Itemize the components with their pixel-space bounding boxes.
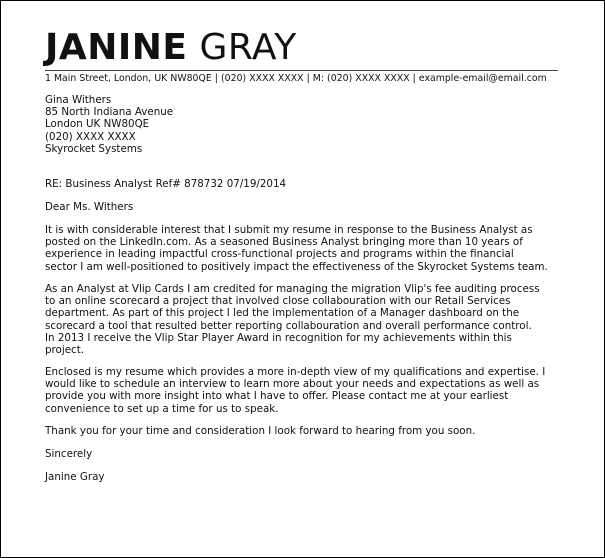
paragraph-experience bbox=[45, 283, 567, 356]
applicant-last-name: GRAY bbox=[199, 27, 297, 68]
salutation: Dear Ms. Withers bbox=[45, 201, 134, 213]
paragraph-intro bbox=[45, 224, 567, 273]
paragraph-line: project. bbox=[45, 344, 85, 357]
recipient-phone: (020) XXXX XXXX bbox=[45, 130, 136, 143]
recipient-name: Gina Withers bbox=[45, 94, 112, 106]
recipient-city: London UK NW80QE bbox=[45, 118, 150, 131]
paragraph-line: It is with considerable interest that I submit my resume in response to the Business Analyst as bbox=[45, 224, 533, 236]
paragraph-line: posted on the LinkedIn.com. As a seasoned Business Analyst bringing more than 10 years of bbox=[45, 236, 523, 249]
subject-line: RE: Business Analyst Ref# 878732 07/19/2014 bbox=[45, 178, 287, 190]
paragraph-line: provide you with more insight into what I have to offer. Please contact me at your earliest bbox=[45, 390, 509, 403]
applicant-name bbox=[45, 28, 297, 68]
contact-line: 1 Main Street, London, UK NW80QE | (020) XXXX XXXX | M: (020) XXXX XXXX | example-email@email.com bbox=[45, 73, 547, 84]
paragraph-line: convenience to set up a time for us to speak. bbox=[45, 402, 279, 415]
paragraph-thanks: Thank you for your time and consideration I look forward to hearing from you soon. bbox=[45, 425, 476, 437]
recipient-street: 85 North Indiana Avenue bbox=[45, 106, 174, 119]
signature: Janine Gray bbox=[45, 471, 105, 483]
header-divider bbox=[45, 70, 558, 71]
paragraph-line: Enclosed is my resume which provides a more in-depth view of my qualifications and expertise. I bbox=[45, 366, 546, 378]
paragraph-line: department. As part of this project I led the implementation of a Manager dashboard on the bbox=[45, 307, 520, 320]
paragraph-line: experience in leading impactful cross-functional projects and programs within the financial bbox=[45, 248, 514, 261]
closing: Sincerely bbox=[45, 448, 93, 460]
recipient-address bbox=[45, 94, 567, 155]
paragraph-enclosure bbox=[45, 366, 567, 415]
paragraph-line: In 2013 I receive the Vlip Star Player Award in recognition for my achievements within this bbox=[45, 331, 512, 344]
recipient-company: Skyrocket Systems bbox=[45, 142, 143, 155]
paragraph-line: would like to schedule an interview to learn more about your needs and expectations as well as bbox=[45, 378, 540, 391]
paragraph-line: scorecard a tool that resulted better reporting collabouration and overall performance control. bbox=[45, 319, 532, 332]
paragraph-line: to an online scorecard a project that involved close collabouration with our Retail Services bbox=[45, 295, 511, 308]
paragraph-line: sector I am well-positioned to positively impact the effectiveness of the Skyrocket Systems team. bbox=[45, 260, 548, 273]
applicant-first-name: JANINE bbox=[45, 27, 188, 68]
paragraph-line: As an Analyst at Vlip Cards I am credited for managing the migration Vlip's fee auditing process bbox=[45, 283, 540, 295]
